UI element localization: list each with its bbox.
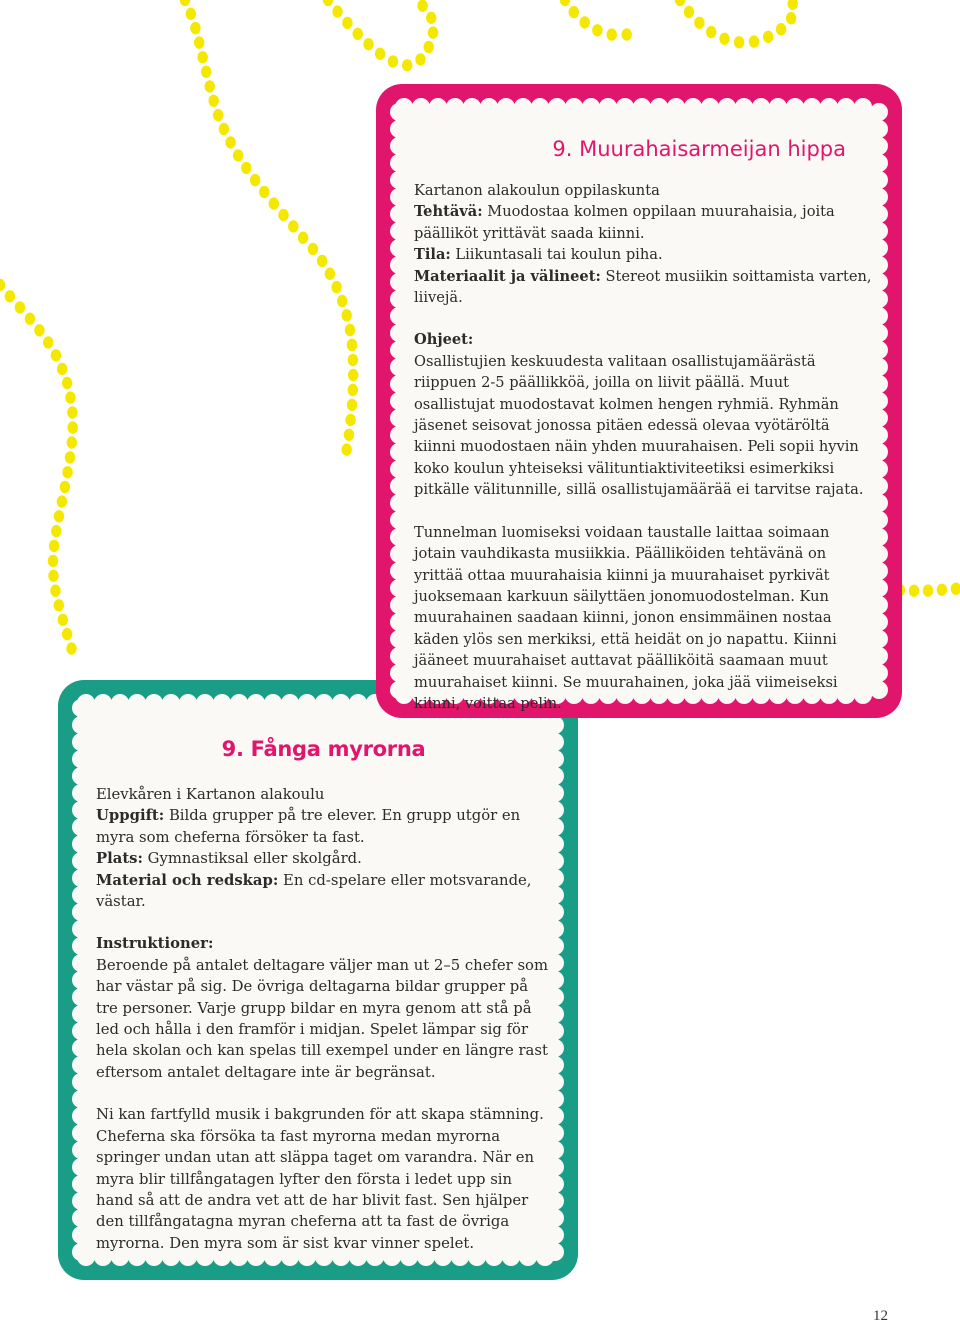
finnish-place-label: Tila: <box>414 246 451 264</box>
bead <box>332 5 342 17</box>
bead <box>68 421 78 433</box>
bead <box>259 186 269 198</box>
bead <box>65 451 75 463</box>
bead <box>67 406 77 418</box>
finnish-card-content <box>414 136 874 714</box>
finnish-task-label: Tehtävä: <box>414 203 483 221</box>
bead <box>57 495 67 507</box>
bead <box>50 585 60 597</box>
bead <box>345 414 355 426</box>
bead <box>51 525 61 537</box>
swedish-title: 9. Fånga myrorna <box>221 737 426 761</box>
bead <box>348 384 358 396</box>
bead <box>363 38 373 50</box>
bead <box>424 41 434 53</box>
bead <box>5 290 15 302</box>
bead <box>194 36 204 48</box>
bead <box>347 339 357 351</box>
bead <box>622 28 632 40</box>
finnish-instructions-paragraph-2: Tunnelman luomiseksi voidaan taustalle laittaa soimaan jotain vauhdikasta musiikkia. Päälliköiden tehtävänä on yrittää ottaa muurahaisia kiinni ja muurahaiset pyrkivät juoksemaan karkuun säilyttäen jonomuodostelman. Kun muurahainen saadaan kiinni, jonon ensimmäinen nostaa käden ylös sen merkiksi, että heidät on jo napattu. Kiinni jääneet muurahaiset auttavat päälliköitä saamaan muut muurahaiset kiinni. Se muurahainen, joka jää viimeiseksi kiinni, voittaa pelin. <box>414 523 838 712</box>
bead <box>342 309 352 321</box>
finnish-instructions-paragraph-1: Osallistujien keskuudesta valitaan osallistujamäärästä riippuen 2-5 päällikköä, joilla on liivit päällä. Muut osallistujat muodostavat kolmen hengen ryhmiä. Ryhmän jäsenet seisovat jonossa pitäen edessä olevaa vyötäröltä kiinni muodostaen näin yhden muurahaisen. Peli sopii hyvin koko koulun yhteiseksi välituntiaktiviteetiksi esimerkiksi pitkälle välitunnille, sillä osallistujamäärää ei tarvitse rajata. <box>414 352 864 499</box>
bead <box>198 51 208 63</box>
finnish-author: Kartanon alakoulun oppilaskunta <box>414 182 660 199</box>
bead <box>51 349 61 361</box>
finnish-task-text: Muodostaa kolmen oppilaan muurahaisia, joita päälliköt yrittävät saada kiinni. <box>414 203 835 242</box>
bead <box>788 0 798 10</box>
bead <box>180 0 190 6</box>
swedish-instructions-heading: Instruktioner: <box>96 935 214 953</box>
bead <box>62 628 72 640</box>
bead <box>353 28 363 40</box>
bead <box>34 324 44 336</box>
bead <box>325 268 335 280</box>
bead <box>402 59 412 71</box>
swedish-materials-label: Material och redskap: <box>96 871 279 889</box>
finnish-instructions-heading: Ohjeet: <box>414 331 474 349</box>
bead <box>241 162 251 174</box>
bead <box>342 443 352 455</box>
bead <box>57 363 67 375</box>
swedish-task <box>96 805 551 848</box>
bead <box>62 377 72 389</box>
bead <box>205 80 215 92</box>
bead <box>580 16 590 28</box>
bead <box>706 26 716 38</box>
bead <box>607 28 617 40</box>
bead <box>719 33 729 45</box>
bead <box>684 6 694 18</box>
finnish-place-text: Liikuntasali tai koulun piha. <box>450 246 663 264</box>
bead <box>25 313 35 325</box>
bead <box>937 584 947 596</box>
bead <box>428 26 438 38</box>
bead <box>66 642 76 654</box>
bead <box>15 301 25 313</box>
bead <box>60 481 70 493</box>
bead <box>345 324 355 336</box>
swedish-place-label: Plats: <box>96 850 143 868</box>
bead <box>337 295 347 307</box>
page-number: 12 <box>873 1308 888 1324</box>
bead <box>65 391 75 403</box>
finnish-materials-text: Stereot musiikin soittamista varten, liivejä. <box>414 267 872 307</box>
bead <box>250 174 260 186</box>
bead <box>323 0 333 6</box>
bead <box>569 6 579 18</box>
bead <box>348 354 358 366</box>
finnish-materials-label: Materiaalit ja välineet: <box>414 267 601 285</box>
swedish-task-text: Bilda grupper på tre elever. En grupp utgör en myra som cheferna försöker ta fast. <box>96 807 521 846</box>
bead <box>225 136 235 148</box>
swedish-author: Elevkåren i Kartanon alakoulu <box>96 786 325 803</box>
bead <box>269 197 279 209</box>
bead <box>278 209 288 221</box>
bead <box>951 583 960 595</box>
swedish-place <box>96 848 551 869</box>
bead <box>592 24 602 36</box>
bead <box>62 466 72 478</box>
bead <box>308 243 318 255</box>
bead <box>923 584 933 596</box>
bead <box>0 279 5 291</box>
bead <box>43 336 53 348</box>
bead <box>734 36 744 48</box>
finnish-game-card <box>376 84 902 718</box>
bead <box>233 149 243 161</box>
bead <box>375 48 385 60</box>
swedish-place-text: Gymnastiksal eller skolgård. <box>142 850 362 868</box>
bead <box>763 31 773 43</box>
swedish-card-content <box>96 736 551 1254</box>
swedish-instructions-paragraph-1: Beroende på antalet deltagare väljer man ut 2–5 chefer som har västar på sig. De övriga deltagarna bildar grupper på tre personer. Varje grupp bildar en myra genom att stå på led och hålla i den framför i midjan. Spelet lämpar sig för hela skolan och kan spelas till exempel under en längre rast eftersom antalet deltagare inte är begränsat. <box>96 956 548 1081</box>
bead <box>186 8 196 20</box>
bead <box>54 510 64 522</box>
bead <box>49 540 59 552</box>
bead <box>219 123 229 135</box>
bead <box>749 35 759 47</box>
bead <box>776 23 786 35</box>
bead <box>786 12 796 24</box>
bead <box>909 585 919 597</box>
finnish-title: 9. Muurahaisarmeijan hippa <box>552 137 846 161</box>
bead <box>48 555 58 567</box>
bead <box>331 281 341 293</box>
swedish-instructions-paragraph-2: Ni kan fartfylld musik i bakgrunden för att skapa stämning. Cheferna ska försöka ta fast myrorna medan myrorna springer undan utan att släppa taget om varandra. När en myra blir tillfångatagen lyfter den första i ledet upp sin hand så att de andra vet att de har blivit fast. Sen hjälper den tillfångatagna myran cheferna att ta fast de övriga myrorna. Den myra som är sist kvar vinner spelet. <box>96 1106 544 1252</box>
bead <box>348 369 358 381</box>
bead <box>54 599 64 611</box>
finnish-task <box>414 201 874 244</box>
finnish-materials <box>414 266 874 309</box>
bead <box>209 95 219 107</box>
bead <box>694 17 704 29</box>
swedish-game-card <box>58 680 578 1280</box>
bead <box>213 109 223 121</box>
bead <box>298 232 308 244</box>
bead <box>426 12 436 24</box>
swedish-materials <box>96 870 551 913</box>
swedish-task-label: Uppgift: <box>96 807 165 825</box>
bead <box>417 0 427 12</box>
finnish-place <box>414 244 874 265</box>
bead <box>58 614 68 626</box>
bead <box>317 255 327 267</box>
bead <box>347 399 357 411</box>
bead <box>201 66 211 78</box>
swedish-materials-text: En cd-spelare eller motsvarande, västar. <box>96 871 532 911</box>
bead <box>48 570 58 582</box>
bead <box>675 0 685 6</box>
bead <box>342 17 352 29</box>
bead <box>190 22 200 34</box>
bead <box>288 220 298 232</box>
bead <box>344 429 354 441</box>
bead <box>415 53 425 65</box>
bead <box>388 55 398 67</box>
bead <box>67 436 77 448</box>
bead <box>560 0 570 6</box>
